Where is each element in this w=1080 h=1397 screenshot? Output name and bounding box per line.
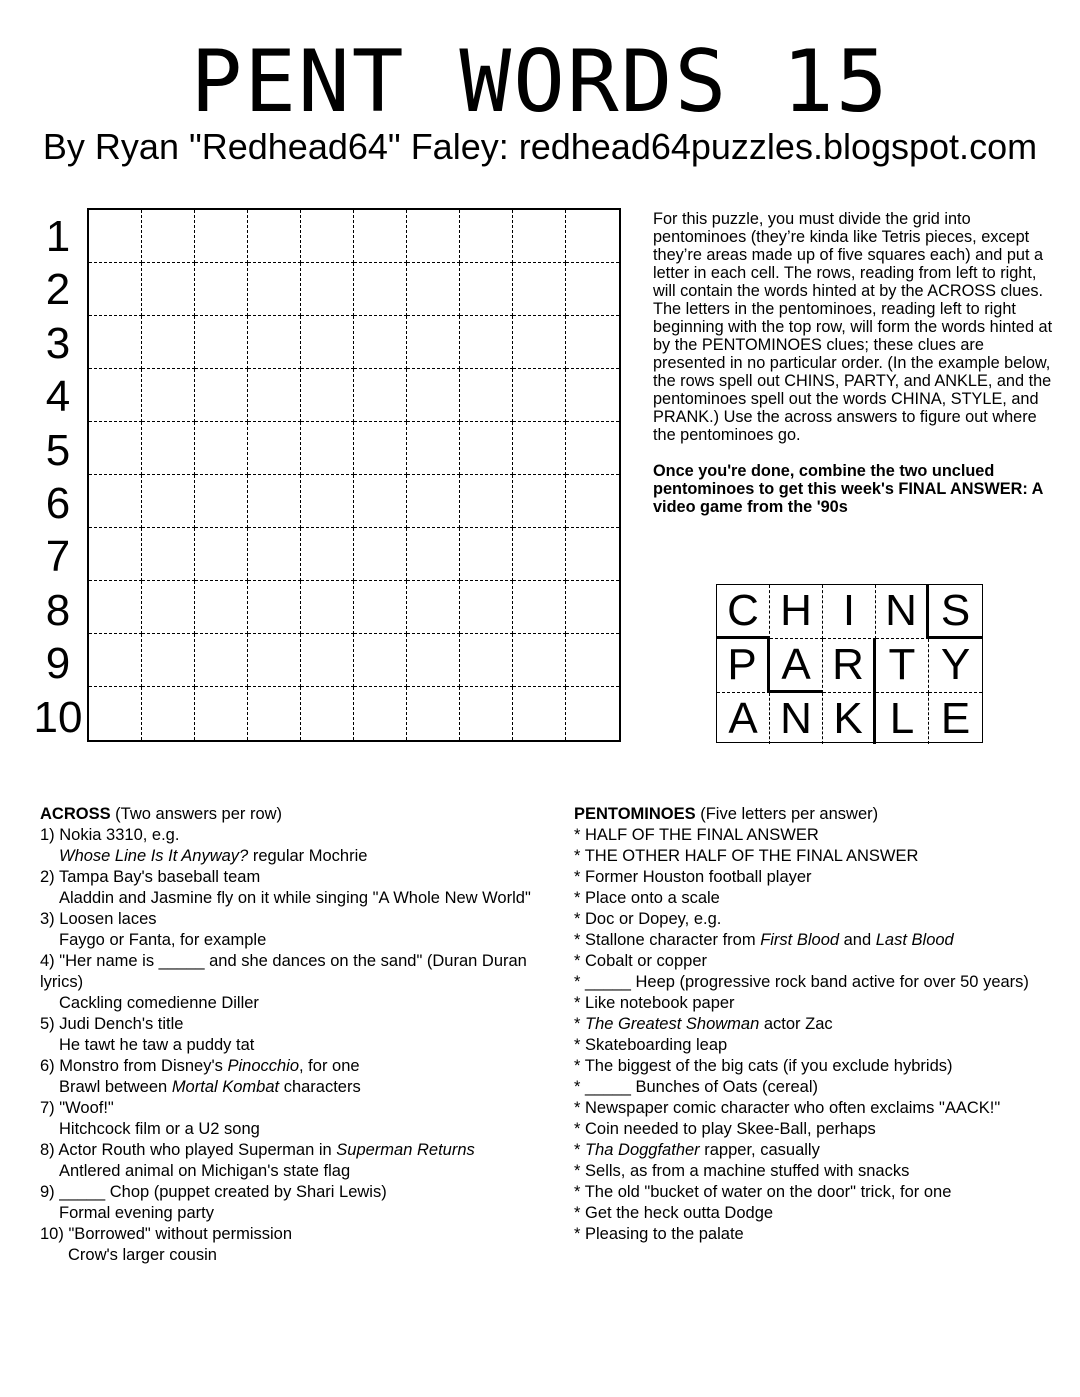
- clue-text: Skateboarding leap: [585, 1036, 728, 1054]
- row-number: 8: [45, 585, 71, 635]
- across-clue-secondary: [40, 1119, 560, 1140]
- across-clue-secondary: [40, 1203, 560, 1224]
- row-number: 1: [45, 212, 71, 261]
- clue-text: characters: [279, 1078, 361, 1096]
- clue-text: rapper, casually: [699, 1141, 820, 1159]
- grid-cell[interactable]: [354, 687, 407, 740]
- grid-cell[interactable]: [460, 369, 513, 422]
- grid-cell[interactable]: [301, 316, 354, 369]
- pentomino-clue: * Place onto a scale: [574, 889, 720, 907]
- clue-text: Cobalt or copper: [585, 952, 708, 970]
- clue-text: Sells, as from a machine stuffed with snacks: [585, 1162, 910, 1180]
- grid-cell[interactable]: [513, 263, 566, 316]
- grid-cell[interactable]: [354, 581, 407, 634]
- grid-cell[interactable]: [566, 210, 619, 263]
- clue-text: Nokia 3310, e.g.: [59, 826, 180, 844]
- clue-text: First Blood: [760, 931, 840, 949]
- grid-cell[interactable]: [301, 369, 354, 422]
- grid-cell[interactable]: [566, 475, 619, 528]
- grid-cell[interactable]: [195, 528, 248, 581]
- example-cell: T: [876, 639, 929, 693]
- pentomino-clue: * Stallone character from First Blood and Last Blood: [574, 931, 954, 949]
- clue-text: actor Zac: [759, 1015, 833, 1033]
- clue-text: Formal evening party: [59, 1204, 214, 1222]
- clue-text: Aladdin and Jasmine fly on it while singing "A Whole New World": [59, 889, 531, 907]
- grid-cell[interactable]: [460, 422, 513, 475]
- pentomino-clue: * The Greatest Showman actor Zac: [574, 1015, 833, 1033]
- clue-text: and: [839, 931, 876, 949]
- clue-text: Mortal Kombat: [171, 1078, 280, 1096]
- example-cell: E: [940, 694, 971, 743]
- grid-cell[interactable]: [566, 369, 619, 422]
- grid-cell[interactable]: [460, 475, 513, 528]
- grid-cell[interactable]: [248, 369, 301, 422]
- grid-cell[interactable]: [407, 369, 460, 422]
- example-grid: [716, 584, 983, 743]
- across-clue-primary: [40, 951, 560, 993]
- grid-cell[interactable]: [142, 528, 195, 581]
- grid-cell[interactable]: [248, 316, 301, 369]
- across-clue-primary: [40, 1182, 560, 1203]
- example-cell: Y: [929, 639, 982, 693]
- pentomino-clue: * Newspaper comic character who often exclaims "AACK!": [574, 1099, 1001, 1117]
- clue-text: The biggest of the big cats (if you exclude hybrids): [584, 1057, 953, 1075]
- pentomino-clue: * Skateboarding leap: [574, 1036, 728, 1054]
- grid-cell[interactable]: [248, 634, 301, 687]
- grid-cell[interactable]: [513, 634, 566, 687]
- grid-cell[interactable]: [460, 210, 513, 263]
- grid-cell[interactable]: [142, 687, 195, 740]
- pentomino-clue: * The biggest of the big cats (if you exclude hybrids): [574, 1057, 953, 1075]
- grid-cell[interactable]: [301, 210, 354, 263]
- example-cell: K: [823, 693, 876, 744]
- grid-cell[interactable]: [89, 369, 142, 422]
- clue-text: HALF OF THE FINAL ANSWER: [585, 826, 819, 844]
- pentomino-clues: [574, 804, 1064, 1245]
- pentomino-header: [574, 804, 1064, 825]
- grid-cell[interactable]: [566, 528, 619, 581]
- grid-cell[interactable]: [566, 263, 619, 316]
- grid-cell[interactable]: [142, 581, 195, 634]
- grid-cell[interactable]: [89, 316, 142, 369]
- pentomino-clue: * Get the heck outta Dodge: [574, 1204, 774, 1222]
- across-clue-secondary: [40, 993, 560, 1014]
- grid-cell[interactable]: [142, 263, 195, 316]
- grid-cell[interactable]: [301, 634, 354, 687]
- clue-text: Antlered animal on Michigan's state flag: [59, 1162, 351, 1180]
- grid-cell[interactable]: [513, 581, 566, 634]
- puzzle-grid: [87, 208, 621, 742]
- grid-cell[interactable]: [89, 581, 142, 634]
- clue-text: Loosen laces: [59, 910, 157, 928]
- across-clue-secondary: [40, 1161, 560, 1182]
- grid-cell[interactable]: [513, 369, 566, 422]
- grid-cell[interactable]: [354, 316, 407, 369]
- grid-cell[interactable]: [513, 475, 566, 528]
- across-clue-secondary: [40, 888, 560, 909]
- grid-cell[interactable]: [513, 210, 566, 263]
- grid-cell[interactable]: [195, 210, 248, 263]
- grid-cell[interactable]: [248, 581, 301, 634]
- clue-text: Last Blood: [875, 931, 954, 949]
- clue-text: Like notebook paper: [585, 994, 735, 1012]
- grid-cell[interactable]: [407, 528, 460, 581]
- example-cell: L: [876, 693, 929, 744]
- grid-cell[interactable]: [301, 422, 354, 475]
- clue-number: 1): [40, 826, 55, 844]
- example-cell: N: [876, 585, 929, 639]
- clue-number: 3): [40, 910, 55, 928]
- grid-cell[interactable]: [195, 634, 248, 687]
- grid-cell[interactable]: [513, 528, 566, 581]
- across-clues: [40, 804, 560, 1266]
- grid-cell[interactable]: [142, 316, 195, 369]
- clue-text: "Her name is _____ and she dances on the sand" (Duran Duran lyrics): [40, 952, 527, 991]
- grid-cell[interactable]: [248, 210, 301, 263]
- grid-cell[interactable]: [566, 422, 619, 475]
- example-cell: N: [770, 693, 823, 744]
- grid-cell[interactable]: [301, 475, 354, 528]
- clue-text: Coin needed to play Skee-Ball, perhaps: [585, 1120, 876, 1138]
- row-number: 2: [45, 265, 71, 315]
- across-clue-primary: [40, 1098, 560, 1119]
- across-heading-note: (Two answers per row): [110, 805, 283, 823]
- across-clue-primary: [40, 909, 560, 930]
- grid-cell[interactable]: [195, 369, 248, 422]
- clue-text: Newspaper comic character who often exclaims "AACK!": [585, 1099, 1001, 1117]
- clue-number: 6): [40, 1057, 55, 1075]
- grid-cell[interactable]: [407, 422, 460, 475]
- grid-cell[interactable]: [301, 581, 354, 634]
- across-clue-secondary: [40, 1077, 560, 1098]
- clue-text: Judi Dench's title: [59, 1015, 184, 1033]
- grid-cell[interactable]: [248, 422, 301, 475]
- pentomino-clue: * HALF OF THE FINAL ANSWER: [574, 826, 819, 844]
- grid-cell[interactable]: [248, 263, 301, 316]
- pentomino-heading-note: (Five letters per answer): [695, 805, 879, 823]
- across-header: [40, 804, 560, 825]
- example-cell: R: [823, 639, 876, 693]
- grid-cell[interactable]: [566, 581, 619, 634]
- across-clue-secondary: [40, 846, 560, 867]
- clue-text: THE OTHER HALF OF THE FINAL ANSWER: [584, 847, 919, 865]
- clue-number: 5): [40, 1015, 55, 1033]
- across-clue-primary: [40, 1014, 560, 1035]
- pentomino-clue: * Like notebook paper: [574, 994, 735, 1012]
- grid-cell[interactable]: [354, 263, 407, 316]
- grid-cell[interactable]: [142, 369, 195, 422]
- grid-cell[interactable]: [142, 634, 195, 687]
- grid-cell[interactable]: [460, 634, 513, 687]
- grid-cell[interactable]: [195, 475, 248, 528]
- grid-cell[interactable]: [513, 687, 566, 740]
- clue-text: , for one: [299, 1057, 360, 1075]
- grid-cell[interactable]: [248, 687, 301, 740]
- clue-text: Tha Doggfather: [585, 1141, 700, 1159]
- grid-cell[interactable]: [89, 475, 142, 528]
- clue-text: Former Houston football player: [585, 868, 812, 886]
- across-clue-primary: [40, 1140, 560, 1161]
- grid-cell[interactable]: [354, 210, 407, 263]
- across-clue-secondary: [40, 1245, 560, 1266]
- pentomino-clue: * _____ Heep (progressive rock band active for over 50 years): [574, 973, 1029, 991]
- pentomino-clue: * Coin needed to play Skee-Ball, perhaps: [574, 1120, 876, 1138]
- grid-cell[interactable]: [195, 422, 248, 475]
- instructions-paragraph: For this puzzle, you must divide the grid into pentominoes (they’re kinda like Tetris pieces, except they’re areas made up of five squares each) and put a letter in each cell. The rows, reading from left to right, will contain the words hinted at by the ACROSS clues. The letters in the pentominoes, reading left to right beginning with the top row, will form the words hinted at by the PENTOMINOES clues; these clues are presented in no particular order. (In the example below, the rows spell out CHINS, PARTY, and ANKLE, and the pentominoes spell out the words CHINA, STYLE, and PRANK.) Use the across answers to figure out where the pentominoes go.: [653, 210, 1053, 444]
- clue-text: regular Mochrie: [248, 847, 368, 865]
- clue-text: Brawl between: [59, 1078, 172, 1096]
- grid-cell[interactable]: [513, 422, 566, 475]
- clue-number: 8): [40, 1141, 55, 1159]
- clue-text: "Borrowed" without permission: [68, 1225, 293, 1243]
- row-number: 4: [45, 372, 71, 422]
- clue-text: Stallone character from: [585, 931, 761, 949]
- example-cell: A: [717, 693, 770, 744]
- pentomino-clue: * Former Houston football player: [574, 868, 812, 886]
- grid-cell[interactable]: [407, 634, 460, 687]
- clue-text: Hitchcock film or a U2 song: [59, 1120, 260, 1138]
- clue-number: 7): [40, 1099, 55, 1117]
- grid-cell[interactable]: [301, 687, 354, 740]
- puzzle-title: PENT WORDS 15: [190, 32, 890, 132]
- pentomino-clue: * THE OTHER HALF OF THE FINAL ANSWER: [574, 847, 919, 865]
- across-clue-primary: [40, 867, 560, 888]
- row-number: 10: [33, 692, 83, 742]
- grid-cell[interactable]: [460, 263, 513, 316]
- grid-cell[interactable]: [460, 581, 513, 634]
- clue-number: 10): [40, 1225, 64, 1243]
- clue-text: _____ Bunches of Oats (cereal): [585, 1078, 818, 1096]
- grid-cell[interactable]: [89, 210, 142, 263]
- grid-cell[interactable]: [566, 634, 619, 687]
- across-clue-primary: [40, 825, 560, 846]
- clue-text: Pinocchio: [227, 1057, 300, 1075]
- clue-text: The Greatest Showman: [585, 1015, 760, 1033]
- clue-text: "Woof!": [59, 1099, 114, 1117]
- clue-text: Monstro from Disney's: [59, 1057, 228, 1075]
- grid-cell[interactable]: [301, 528, 354, 581]
- pentomino-clue: * Cobalt or copper: [574, 952, 708, 970]
- grid-cell[interactable]: [460, 528, 513, 581]
- grid-cell[interactable]: [89, 687, 142, 740]
- author-byline: By Ryan "Redhead64" Faley: redhead64puzzles.blogspot.com: [42, 126, 1038, 167]
- pentomino-clue: * Pleasing to the palate: [574, 1225, 744, 1243]
- example-cell: I: [823, 585, 876, 639]
- grid-cell[interactable]: [566, 687, 619, 740]
- grid-cell[interactable]: [407, 687, 460, 740]
- clue-text: He tawt he taw a puddy tat: [59, 1036, 255, 1054]
- clue-text: Tampa Bay's baseball team: [58, 868, 261, 886]
- grid-cell[interactable]: [89, 528, 142, 581]
- clue-number: 2): [40, 868, 55, 886]
- across-heading: ACROSS: [40, 805, 111, 823]
- across-clue-primary: [40, 1224, 560, 1245]
- example-cell: S: [929, 585, 982, 639]
- pentomino-heading: PENTOMINOES: [574, 805, 696, 823]
- grid-cell[interactable]: [248, 528, 301, 581]
- clue-text: Cackling comedienne Diller: [59, 994, 259, 1012]
- pentomino-clue: * Doc or Dopey, e.g.: [574, 910, 722, 928]
- clue-text: Place onto a scale: [585, 889, 720, 907]
- grid-cell[interactable]: [248, 475, 301, 528]
- grid-cell[interactable]: [142, 422, 195, 475]
- row-number: 6: [45, 479, 71, 528]
- clue-text: _____ Chop (puppet created by Shari Lewis): [59, 1183, 387, 1201]
- clue-text: Superman Returns: [336, 1141, 475, 1159]
- grid-cell[interactable]: [407, 210, 460, 263]
- pentomino-clue: * _____ Bunches of Oats (cereal): [574, 1078, 818, 1096]
- grid-cell[interactable]: [407, 316, 460, 369]
- example-cell: A: [770, 639, 823, 693]
- example-cell: H: [770, 585, 823, 639]
- grid-cell[interactable]: [460, 316, 513, 369]
- instructions: [653, 210, 1053, 516]
- pentomino-clue: * Sells, as from a machine stuffed with snacks: [574, 1162, 910, 1180]
- grid-cell[interactable]: [354, 422, 407, 475]
- across-clue-secondary: [40, 930, 560, 951]
- grid-cell[interactable]: [142, 210, 195, 263]
- example-cell: P: [717, 639, 770, 693]
- row-number: 9: [45, 639, 71, 689]
- clue-text: _____ Heep (progressive rock band active for over 50 years): [585, 973, 1029, 991]
- final-answer-note: Once you're done, combine the two unclued pentominoes to get this week's FINAL ANSWER: A video game from the '90s: [653, 462, 1043, 516]
- grid-cell[interactable]: [301, 263, 354, 316]
- pentomino-clue: * The old "bucket of water on the door" trick, for one: [574, 1183, 952, 1201]
- grid-cell[interactable]: [407, 581, 460, 634]
- clue-text: Crow's larger cousin: [68, 1246, 217, 1264]
- clue-text: Pleasing to the palate: [585, 1225, 744, 1243]
- grid-cell[interactable]: [513, 316, 566, 369]
- grid-cell[interactable]: [89, 634, 142, 687]
- row-number: 7: [45, 532, 71, 582]
- grid-cell[interactable]: [89, 263, 142, 316]
- pentomino-clue-list: [574, 825, 1064, 1245]
- grid-cell[interactable]: [407, 263, 460, 316]
- clue-text: Doc or Dopey, e.g.: [585, 910, 722, 928]
- row-number: 3: [45, 318, 71, 368]
- clue-number: 9): [40, 1183, 55, 1201]
- clue-text: The old "bucket of water on the door" trick, for one: [584, 1183, 952, 1201]
- clue-text: Faygo or Fanta, for example: [59, 931, 267, 949]
- grid-cell[interactable]: [460, 687, 513, 740]
- pentomino-clue: * Tha Doggfather rapper, casually: [574, 1141, 820, 1159]
- grid-cell[interactable]: [354, 369, 407, 422]
- grid-cell[interactable]: [195, 316, 248, 369]
- grid-cell[interactable]: [354, 475, 407, 528]
- grid-cell[interactable]: [354, 528, 407, 581]
- example-cell: C: [717, 585, 770, 639]
- clue-number: 4): [40, 952, 55, 970]
- across-clue-secondary: [40, 1035, 560, 1056]
- grid-cell[interactable]: [195, 687, 248, 740]
- row-number: 5: [45, 425, 71, 475]
- clue-text: Whose Line Is It Anyway?: [59, 847, 249, 865]
- clue-text: Actor Routh who played Superman in: [58, 1141, 337, 1159]
- across-clue-list: [40, 825, 560, 1266]
- grid-cell[interactable]: [89, 422, 142, 475]
- across-clue-primary: [40, 1056, 560, 1077]
- grid-cell[interactable]: [195, 263, 248, 316]
- clue-text: Get the heck outta Dodge: [585, 1204, 774, 1222]
- grid-cell[interactable]: [354, 634, 407, 687]
- grid-cell[interactable]: [142, 475, 195, 528]
- grid-cell[interactable]: [195, 581, 248, 634]
- grid-cell[interactable]: [407, 475, 460, 528]
- grid-cell[interactable]: [566, 316, 619, 369]
